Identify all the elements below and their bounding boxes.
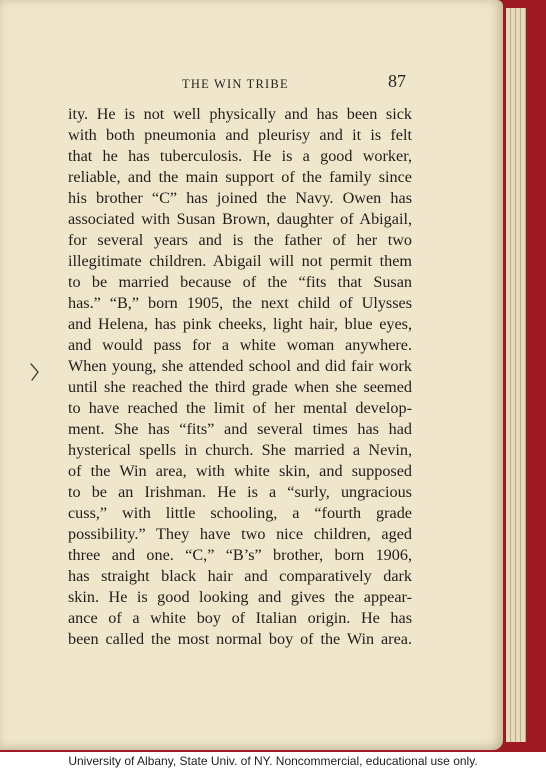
text-line: skin. He is good looking and gives the appear- [68, 588, 412, 606]
text-line: three and one. “C,” “B’s” brother, born 1906, [68, 546, 412, 564]
page-number: 87 [388, 71, 406, 91]
text-line: to be an Irishman. He is a “surly, ungracious [68, 483, 412, 501]
text-line: reliable, and the main support of the family since [68, 168, 412, 186]
text-line: of the Win area, with white skin, and supposed [68, 462, 412, 480]
text-line: possibility.” They have two nice children, aged [68, 525, 412, 543]
text-line: until she reached the third grade when she seemed [68, 378, 412, 396]
text-line: ment. She has “fits” and several times has had [68, 420, 412, 438]
text-line: cuss,” with little schooling, a “fourth grade [68, 504, 412, 522]
page-edge [521, 8, 526, 742]
text-line: hysterical spells in church. She married a Nevin, [68, 441, 412, 459]
pencil-margin-mark [28, 362, 44, 384]
text-line: has.” “B,” born 1905, the next child of Ulysses [68, 294, 412, 312]
page-header [182, 71, 412, 96]
text-line: with both pneumonia and pleurisy and it is felt [68, 126, 412, 144]
text-line: his brother “C” has joined the Navy. Owen has [68, 189, 412, 207]
text-line: illegitimate children. Abigail will not permit them [68, 252, 412, 270]
text-line: and would pass for a white woman anywhere. [68, 336, 412, 354]
text-line: ity. He is not well physically and has been sick [68, 105, 412, 123]
text-line: has straight black hair and comparatively dark [68, 567, 412, 585]
text-line: When young, she attended school and did fair work [68, 357, 412, 375]
running-head: THE WIN TRIBE [182, 77, 289, 91]
text-line: associated with Susan Brown, daughter of Abigail, [68, 210, 412, 228]
text-line: to have reached the limit of her mental develop- [68, 399, 412, 417]
text-line: that he has tuberculosis. He is a good worker, [68, 147, 412, 165]
text-line: to be married because of the “fits that Susan [68, 273, 412, 291]
text-line: ance of a white boy of Italian origin. He has [68, 609, 412, 627]
text-line: for several years and is the father of her two [68, 231, 412, 249]
copyright-footer: University of Albany, State Univ. of NY. Noncommercial, educational use only. [0, 752, 546, 770]
body-text [68, 104, 412, 650]
text-line: and Helena, has pink cheeks, light hair, blue eyes, [68, 315, 412, 333]
text-line: been called the most normal boy of the Win area. [68, 630, 412, 648]
